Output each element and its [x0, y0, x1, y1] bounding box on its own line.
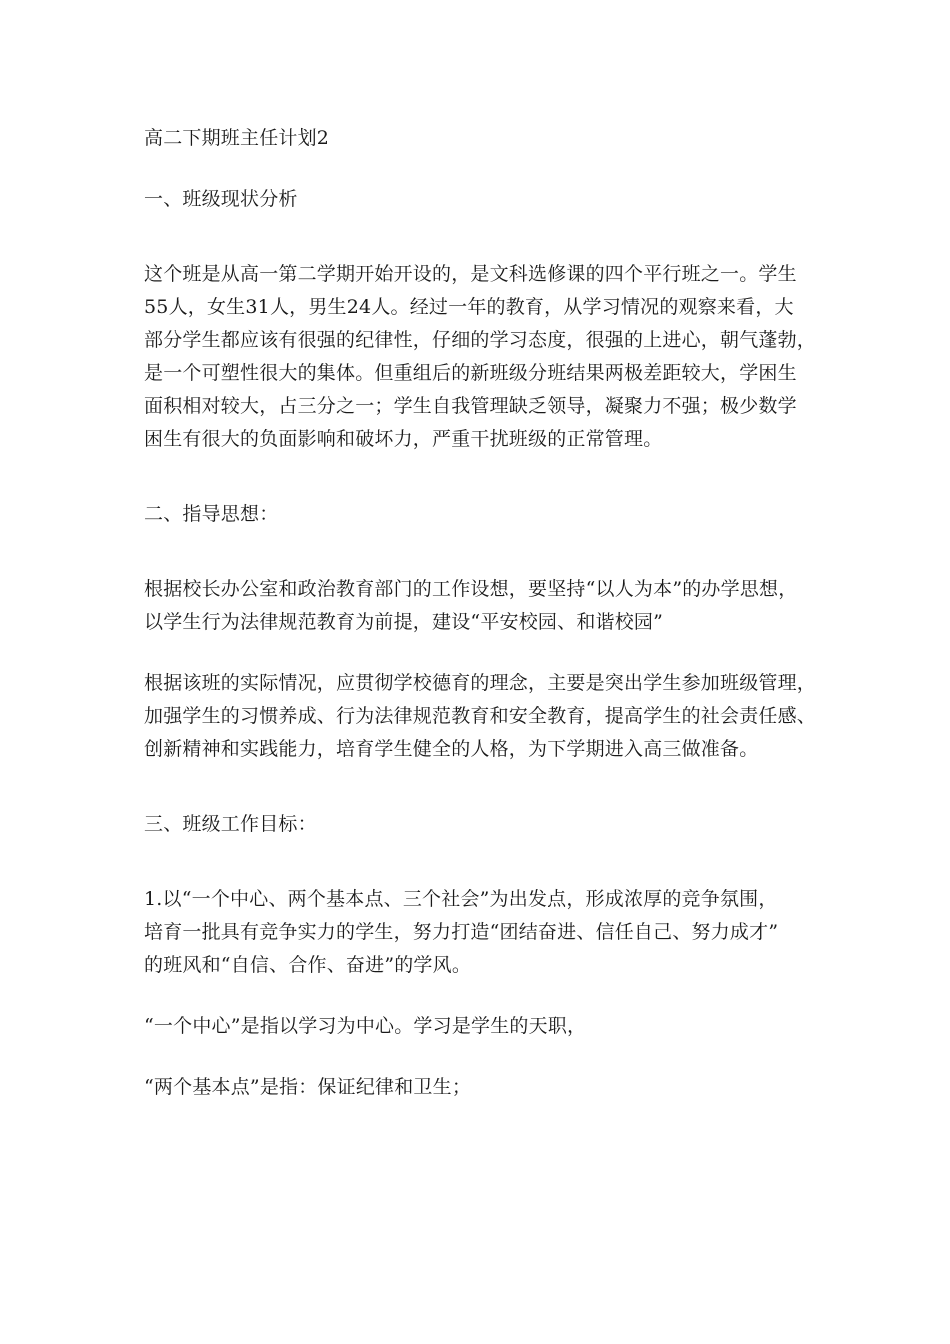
text-line: 以学生行为法律规范教育为前提，建设“平安校园、和谐校园” — [144, 611, 664, 633]
section-heading-status-analysis: 一、班级现状分析 — [144, 188, 298, 210]
text-line: 55人，女生31人，男生24人。经过一年的教育，从学习情况的观察来看，大 — [144, 296, 794, 318]
text-line: 这个班是从高一第二学期开始开设的，是文科选修课的四个平行班之一。学生 — [144, 263, 797, 285]
text-line: 根据该班的实际情况，应贯彻学校德育的理念，主要是突出学生参加班级管理， — [144, 672, 817, 694]
document-title: 高二下期班主任计划2 — [144, 127, 330, 149]
paragraph-guiding-thought-2 — [144, 667, 817, 766]
document-body — [144, 122, 817, 1104]
text-line: 根据校长办公室和政治教育部门的工作设想，要坚持“以人为本”的办学思想， — [144, 578, 798, 600]
paragraph-goal-item-1 — [144, 883, 814, 982]
text-line: 部分学生都应该有很强的纪律性，仔细的学习态度，很强的上进心，朝气蓬勃， — [144, 329, 817, 351]
paragraph-one-center: “一个中心”是指以学习为中心。学习是学生的天职， — [144, 1015, 587, 1037]
paragraph-guiding-thought-1 — [144, 573, 814, 639]
text-line: 是一个可塑性很大的集体。但重组后的新班级分班结果两极差距较大，学困生 — [144, 362, 797, 384]
section-heading-guiding-thought: 二、指导思想： — [144, 503, 279, 525]
paragraph-two-basic-points: “两个基本点”是指：保证纪律和卫生； — [144, 1076, 472, 1098]
text-line: 加强学生的习惯养成、行为法律规范教育和安全教育，提高学生的社会责任感、 — [144, 705, 817, 727]
text-line: 培育一批具有竞争实力的学生，努力打造“团结奋进、信任自己、努力成才” — [144, 921, 779, 943]
section-heading-work-goals: 三、班级工作目标： — [144, 813, 317, 835]
text-line: 困生有很大的负面影响和破坏力，严重干扰班级的正常管理。 — [144, 428, 663, 450]
text-line: 1.以“一个中心、两个基本点、三个社会”为出发点，形成浓厚的竞争氛围， — [144, 888, 778, 910]
text-line: 面积相对较大，占三分之一；学生自我管理缺乏领导，凝聚力不强；极少数学 — [144, 395, 797, 417]
text-line: 创新精神和实践能力，培育学生健全的人格，为下学期进入高三做准备。 — [144, 738, 759, 760]
text-line: 的班风和“自信、合作、奋进”的学风。 — [144, 954, 472, 976]
paragraph-status-analysis — [144, 258, 817, 456]
